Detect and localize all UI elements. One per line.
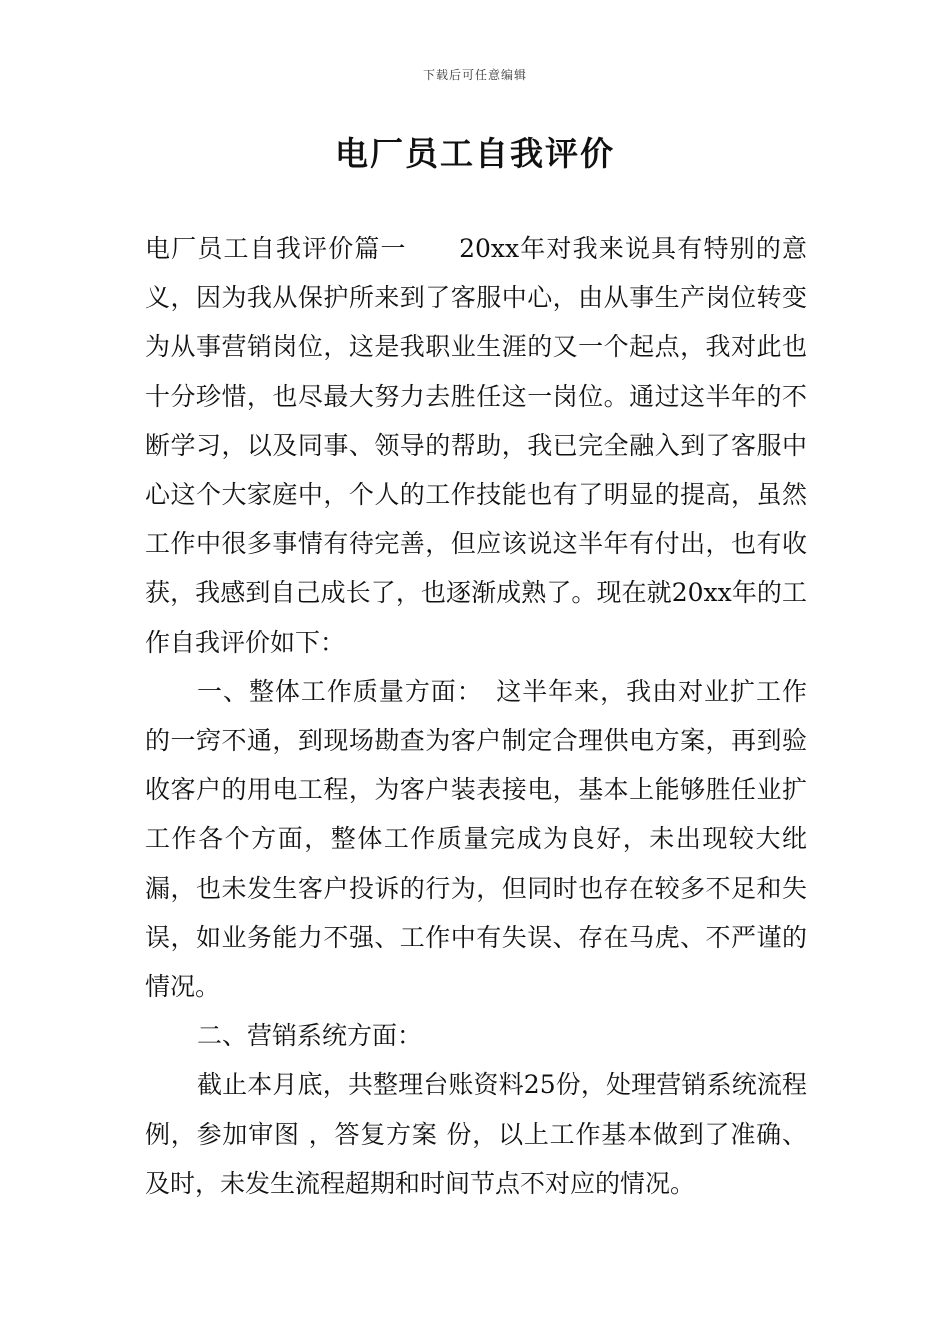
paragraph-marketing-detail: 截止本月底，共整理台账资料25份，处理营销系统流程 例，参加审图 ，答复方案 份，以上工作基本做到了准确、及时，未发生流程超期和时间节点不对应的情况。 (145, 1070, 807, 1198)
document-body (145, 224, 807, 1208)
header-note: 下载后可任意编辑 (422, 68, 527, 82)
paragraph-intro: 电厂员工自我评价篇一 20xx年对我来说具有特别的意义，因为我从保护所来到了客服中心，由从事生产岗位转变为从事营销岗位，这是我职业生涯的又一个起点，我对此也十分珍惜，也尽最大努力去胜任这一岗位。通过这半年的不断学习，以及同事、领导的帮助，我已完全融入到了客服中心这个大家庭中，个人的工作技能也有了明显的提高，虽然工作中很多事情有待完善，但应该说这半年有付出，也有收获，我感到自己成长了，也逐渐成熟了。现在就20xx年的工作自我评价如下： (145, 234, 807, 657)
paragraph-marketing-heading: 二、营销系统方面： (197, 1021, 423, 1051)
document-title: 电厂员工自我评价 (335, 134, 615, 173)
paragraph-quality: 一、整体工作质量方面： 这半年来，我由对业扩工作的一窍不通，到现场勘查为客户制定合理供电方案，再到验收客户的用电工程，为客户装表接电，基本上能够胜任业扩工作各个方面，整体工作质量完成为良好，未出现较大纰漏，也未发生客户投诉的行为，但同时也存在较多不足和失误，如业务能力不强、工作中有失误、存在马虎、不严谨的情况。 (145, 676, 807, 1002)
